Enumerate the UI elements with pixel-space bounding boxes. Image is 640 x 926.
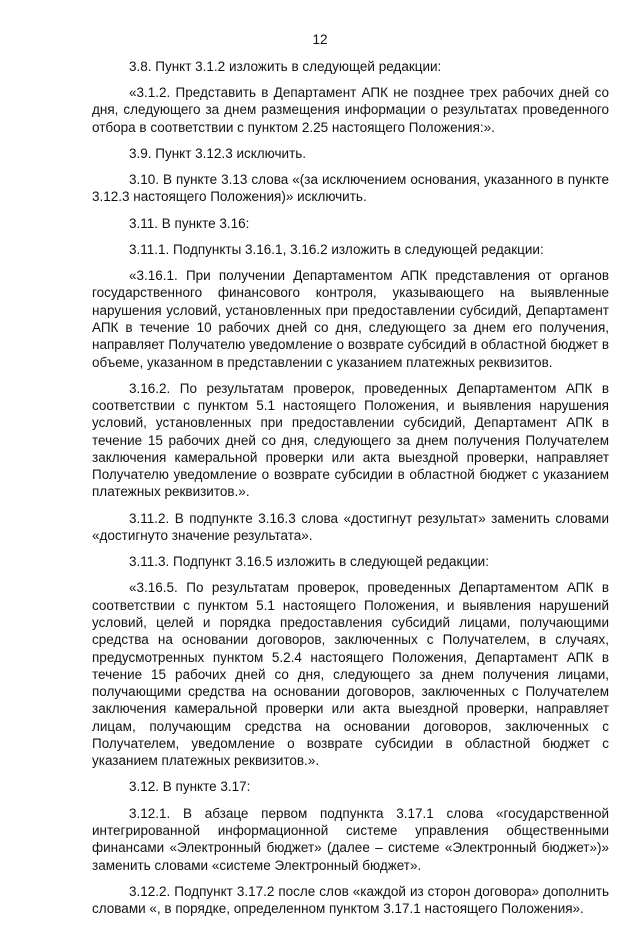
paragraph-3-11: 3.11. В пункте 3.16: <box>129 215 250 231</box>
paragraph-3-10: 3.10. В пункте 3.13 слова «(за исключением основания, указанного в пункте 3.12.3 настоящего Положения)» исключить. <box>92 172 609 205</box>
paragraph-3-12-2: 3.12.2. Подпункт 3.17.2 после слов «каждой из сторон договора» дополнить словами «, в порядке, определенном пунктом 3.17.1 настоящего Положения». <box>92 883 609 917</box>
page-number: 12 <box>312 32 328 47</box>
paragraph-3-9: 3.9. Пункт 3.12.3 исключить. <box>129 145 307 161</box>
document-body <box>92 58 609 926</box>
paragraph-3-16-5-text: «3.16.5. По результатам проверок, проведенных Департаментом АПК в соответствии с пунктом 5.1 настоящего Положения, и выявления нарушений условий, целей и порядка предоставления субсидий лицами, получающими средства на основании договоров, заключенных с Получателем, в случаях, предусмотренных пунктом 5.2.4 настоящего Положения, Департамент АПК в течение 15 рабочих дней со дня, следующего за днем получения лицами, получающими средства на основании договоров, заключенных с Получателем заключения камеральной проверки или акта выездной проверки, направляет лицам, получающим средства на основании договоров, заключенных с Получателем, уведомление о возврате субсидии в областной бюджет с указанием платежных реквизитов.». <box>92 580 609 769</box>
paragraph-3-16-2-text: 3.16.2. По результатам проверок, проведенных Департаментом АПК в соответствии с пунктом 5.1 настоящего Положения, и выявления нарушения условий, установленных при предоставлении субсидий, Департамент АПК в течение 15 рабочих дней со дня, следующего за днем получения Получателем заключения камеральной проверки или акта выездной проверки, направляет Получателю уведомление о возврате субсидии в областной бюджет с указанием платежных реквизитов.». <box>92 380 609 500</box>
paragraph-3-12: 3.12. В пункте 3.17: <box>129 779 251 795</box>
paragraph-3-16-1-text: «3.16.1. При получении Департаментом АПК представления от органов государственного финансового контроля, указывающего на выявленные нарушения условий, установленных при предоставлении субсидий, Департамент АПК в течение 10 рабочих дней со дня, следующего за днем его получения, направляет Получателю уведомление о возврате субсидий в областной бюджет в объеме, указанном в представлении с указанием платежных реквизитов. <box>92 268 609 370</box>
paragraph-3-11-2: 3.11.2. В подпункте 3.16.3 слова «достигнут результат» заменить словами «достигнуто значение результата». <box>92 510 609 543</box>
paragraph-3-12-1: 3.12.1. В абзаце первом подпункта 3.17.1 слова «государственной интегрированной информационной системе управления общественными финансами «Электронный бюджет» (далее – системе «Электронный бюджет»)» заменить словами «системе Электронный бюджет». <box>92 805 609 873</box>
paragraph-3-1-2-text: «3.1.2. Представить в Департамент АПК не позднее трех рабочих дней со дня, следующего за днем размещения информации о результатах проведенного отбора в соответствии с пунктом 2.25 настоящего Положения:». <box>92 85 609 135</box>
paragraph-3-11-1: 3.11.1. Подпункты 3.16.1, 3.16.2 изложить в следующей редакции: <box>129 241 544 257</box>
paragraph-3-8: 3.8. Пункт 3.1.2 изложить в следующей редакции: <box>129 59 442 74</box>
paragraph-3-11-3: 3.11.3. Подпункт 3.16.5 изложить в следующей редакции: <box>129 554 489 570</box>
